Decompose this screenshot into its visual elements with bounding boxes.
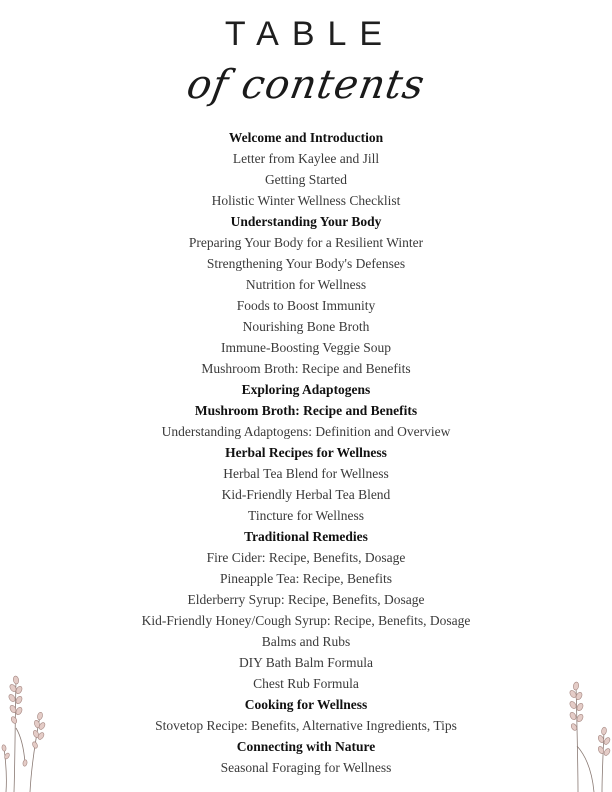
toc-section-heading: Herbal Recipes for Wellness [225, 445, 387, 460]
toc-entry: Kid-Friendly Herbal Tea Blend [221, 487, 391, 502]
toc-entry: Kid-Friendly Honey/Cough Syrup: Recipe, Benefits, Dosage [141, 613, 471, 628]
toc-section-heading: Exploring Adaptogens [241, 382, 371, 397]
toc-section-heading: Understanding Your Body [230, 214, 382, 229]
toc-entry: Getting Started [264, 172, 348, 187]
toc-entry: Stovetop Recipe: Benefits, Alternative Ingredients, Tips [155, 718, 457, 733]
toc-entry: Holistic Winter Wellness Checklist [211, 193, 401, 208]
toc-entry: Fire Cider: Recipe, Benefits, Dosage [206, 550, 406, 565]
toc-entry: Chest Rub Formula [253, 676, 359, 691]
toc-entry: Strengthening Your Body's Defenses [206, 256, 406, 271]
toc-entry: Pineapple Tea: Recipe, Benefits [220, 571, 392, 586]
toc-section-heading: Mushroom Broth: Recipe and Benefits [194, 403, 418, 418]
toc-section-heading: Cooking for Wellness [244, 697, 368, 712]
table-of-contents [0, 127, 612, 778]
toc-entry: Preparing Your Body for a Resilient Winter [188, 235, 424, 250]
toc-section-heading: Welcome and Introduction [228, 130, 384, 145]
toc-entry: Nourishing Bone Broth [242, 319, 370, 334]
toc-entry: Tincture for Wellness [248, 508, 364, 523]
toc-entry: Foods to Boost Immunity [236, 298, 376, 313]
lavender-sprig-icon [562, 676, 612, 792]
toc-entry: Herbal Tea Blend for Wellness [223, 466, 389, 481]
lavender-sprig-icon [0, 668, 60, 792]
toc-section-heading: Connecting with Nature [236, 739, 376, 754]
toc-entry: Mushroom Broth: Recipe and Benefits [201, 361, 411, 376]
toc-entry: Understanding Adaptogens: Definition and Overview [161, 424, 451, 439]
toc-entry: Elderberry Syrup: Recipe, Benefits, Dosage [187, 592, 425, 607]
toc-section-heading: Traditional Remedies [244, 529, 368, 544]
page-title: TABLE [224, 15, 396, 53]
toc-entry: Seasonal Foraging for Wellness [220, 760, 392, 775]
toc-entry: Letter from Kaylee and Jill [232, 151, 380, 166]
toc-entry: Balms and Rubs [261, 634, 351, 649]
toc-entry: Nutrition for Wellness [245, 277, 367, 292]
page-subtitle-script: of contents [183, 62, 429, 108]
toc-entry: DIY Bath Balm Formula [238, 655, 374, 670]
toc-entry: Immune-Boosting Veggie Soup [221, 340, 391, 355]
